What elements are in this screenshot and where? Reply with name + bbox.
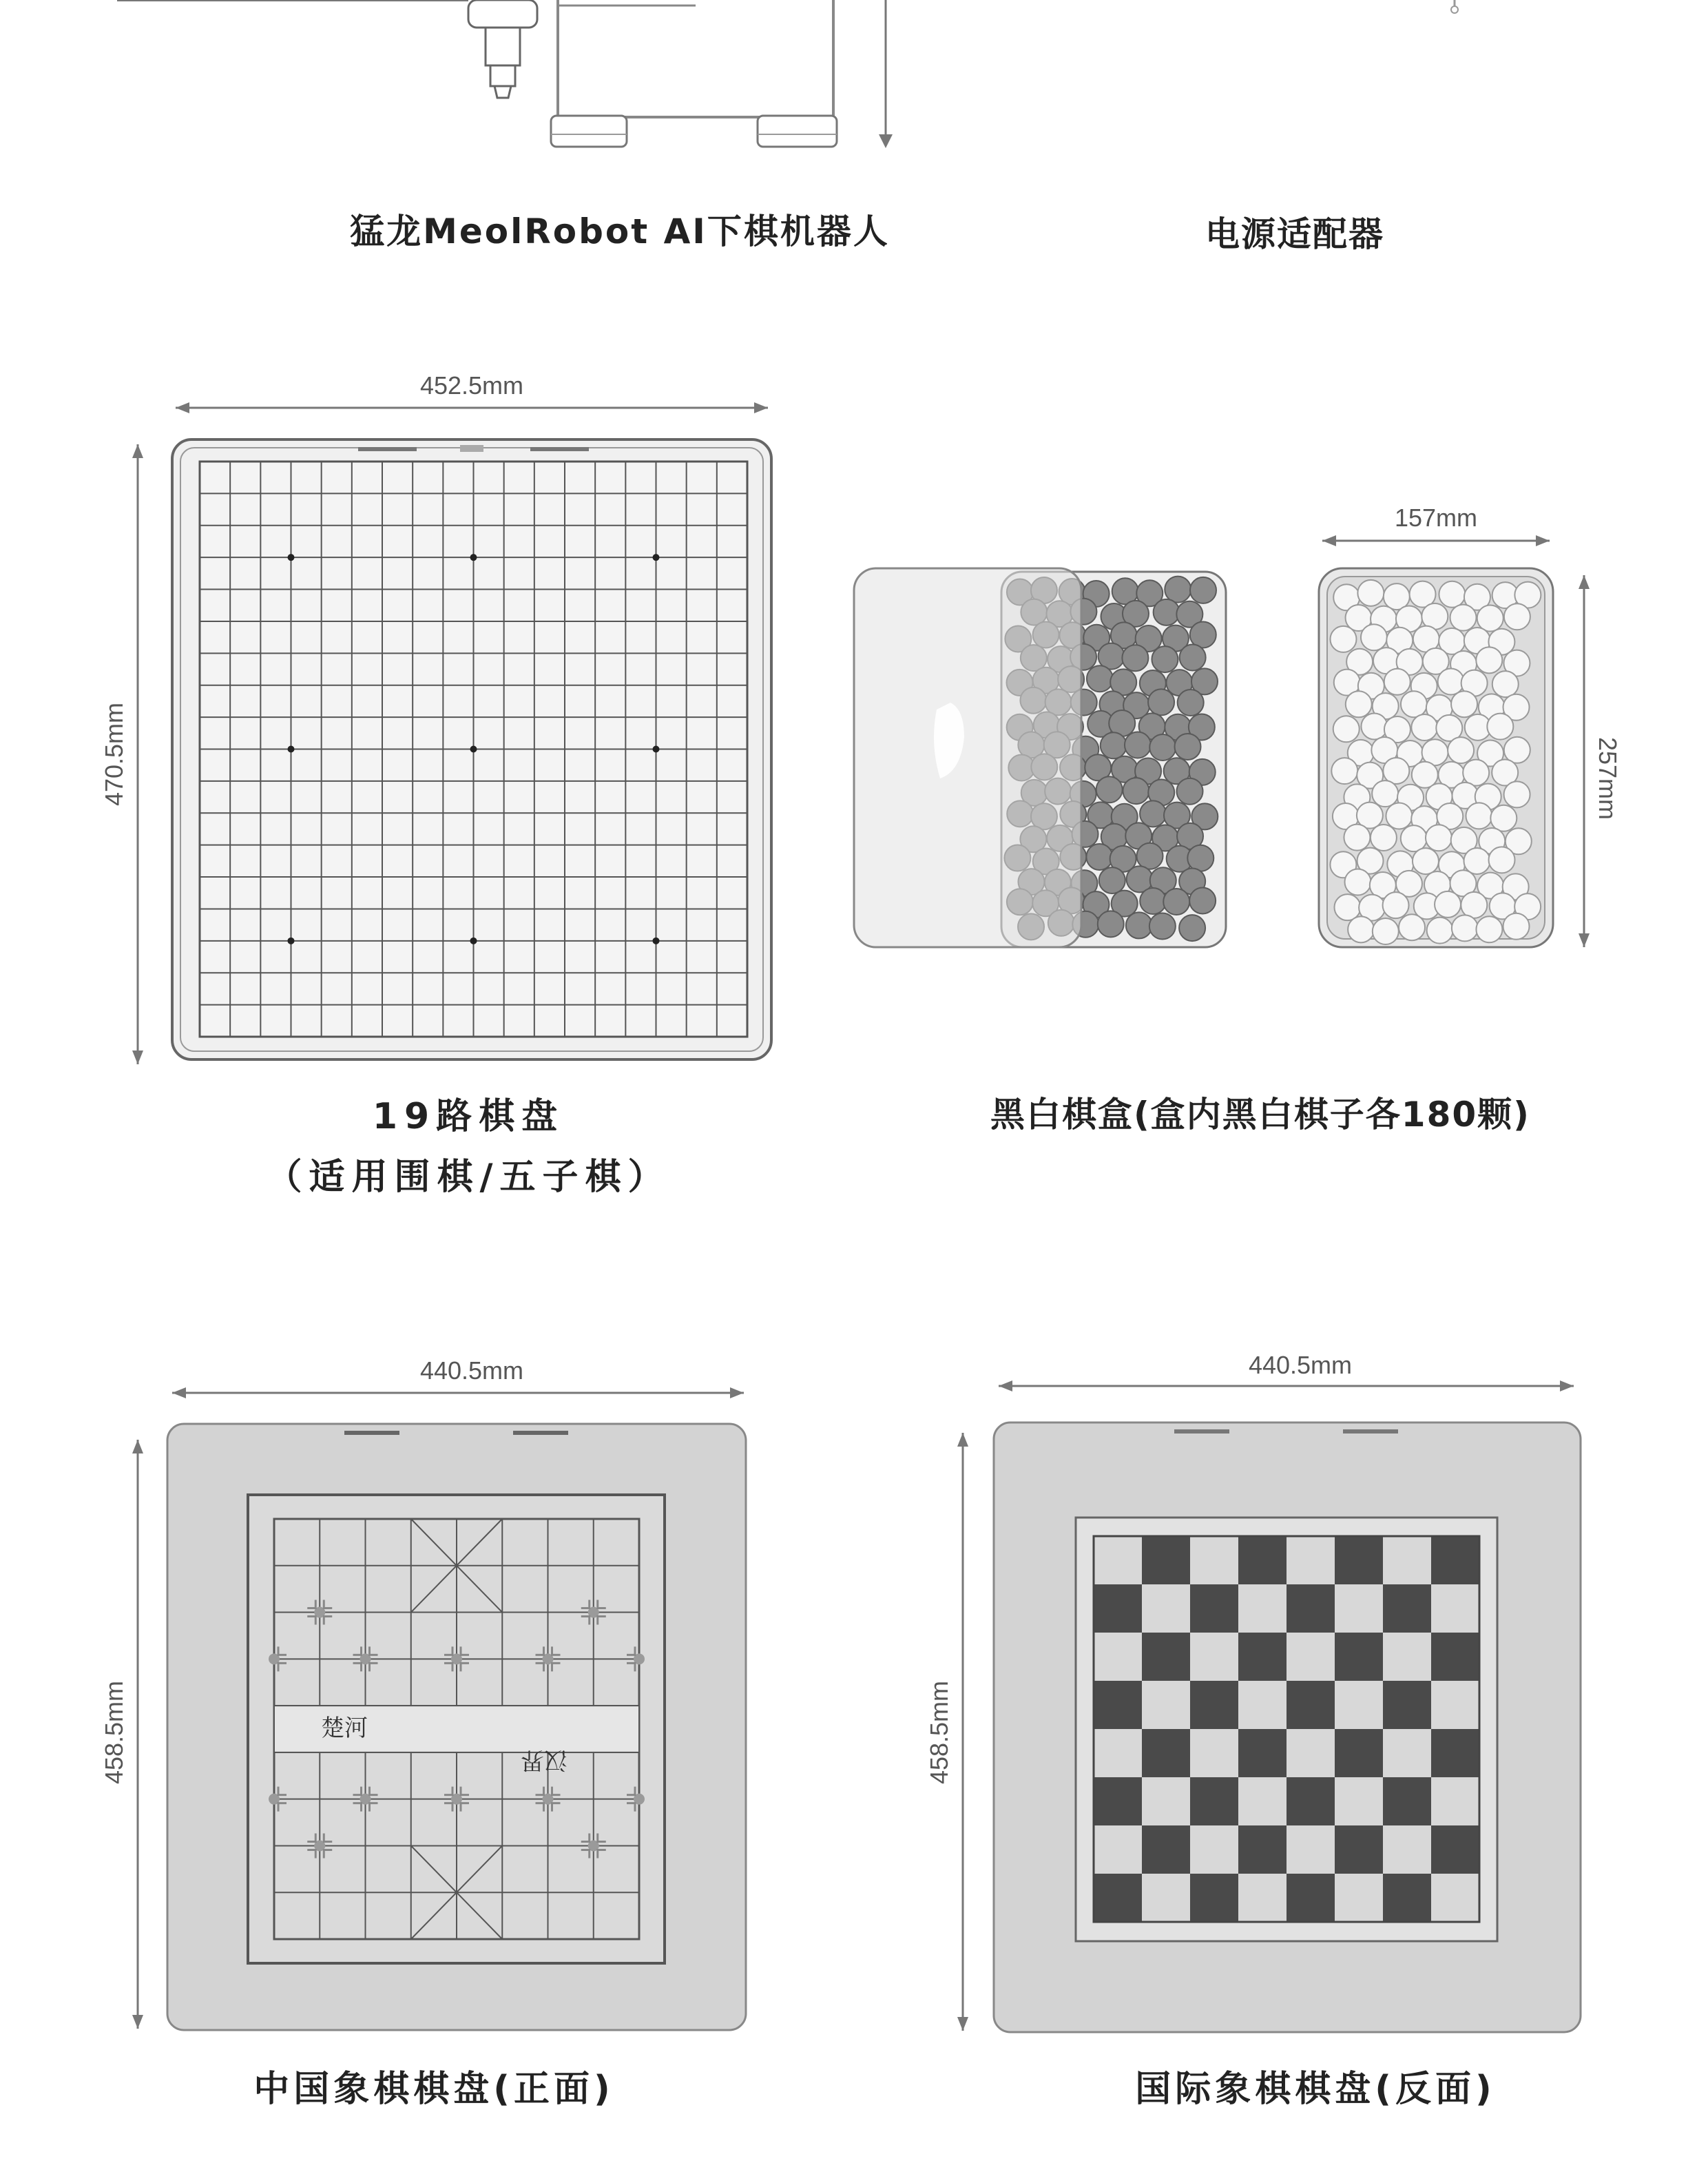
robot-drawing	[0, 0, 1708, 165]
chess-square	[1238, 1777, 1287, 1825]
chess-square	[1238, 1633, 1287, 1681]
go-grid	[200, 462, 747, 1037]
river-text-right: 汉界	[521, 1746, 567, 1774]
robot-caption: 猛龙MeolRobot AI下棋机器人	[350, 211, 890, 251]
chess-square	[1383, 1681, 1431, 1729]
chess-square	[1335, 1825, 1383, 1874]
river-text-left: 楚河	[321, 1715, 368, 1742]
chess-square	[1335, 1536, 1383, 1584]
chess-square	[1094, 1874, 1142, 1922]
chess-square	[1094, 1825, 1142, 1874]
chess-square	[1431, 1584, 1479, 1633]
chess-caption: 国际象棋棋盘(反面)	[1135, 2069, 1496, 2110]
chess-square	[1431, 1825, 1479, 1874]
box-height-label: 257mm	[1594, 736, 1622, 820]
chess-square	[1383, 1584, 1431, 1633]
chess-square	[1142, 1681, 1190, 1729]
chess-square	[1287, 1777, 1335, 1825]
chess-square	[1190, 1825, 1238, 1874]
chess-square	[1431, 1536, 1479, 1584]
chess-square	[1238, 1584, 1287, 1633]
go-height-label: 470.5mm	[100, 702, 128, 807]
chess-square	[1287, 1681, 1335, 1729]
xiangqi-width-label: 440.5mm	[419, 1356, 524, 1385]
xiangqi-height-label: 458.5mm	[100, 1680, 128, 1785]
chess-height-label: 458.5mm	[925, 1680, 953, 1785]
chess-squares	[1094, 1536, 1479, 1922]
stone-boxes-figure	[826, 482, 1653, 964]
chess-square	[1287, 1536, 1335, 1584]
chess-width-label: 440.5mm	[1248, 1351, 1353, 1379]
chess-square	[1142, 1777, 1190, 1825]
chess-square	[1431, 1777, 1479, 1825]
chess-square	[1094, 1633, 1142, 1681]
chess-square	[1142, 1536, 1190, 1584]
chess-square	[1383, 1825, 1431, 1874]
stone-boxes-caption: 黑白棋盒(盒内黑白棋子各180颗)	[990, 1095, 1531, 1135]
chess-square	[1431, 1681, 1479, 1729]
chess-square	[1335, 1681, 1383, 1729]
chess-square	[1335, 1874, 1383, 1922]
chess-square	[1238, 1874, 1287, 1922]
chess-square	[1383, 1633, 1431, 1681]
chess-square	[1190, 1729, 1238, 1777]
chess-square	[1287, 1584, 1335, 1633]
chess-board-figure	[826, 1343, 1653, 2067]
chess-square	[1094, 1777, 1142, 1825]
adapter-caption: 电源适配器	[1205, 214, 1384, 254]
chess-square	[1238, 1681, 1287, 1729]
chess-square	[1238, 1729, 1287, 1777]
chess-square	[1190, 1874, 1238, 1922]
white-stone-box	[1319, 568, 1553, 947]
go-board-caption-line2: （适用围棋/五子棋）	[266, 1157, 671, 1198]
go-board-figure	[0, 358, 826, 1088]
chess-square	[1094, 1584, 1142, 1633]
xiangqi-board-figure	[0, 1343, 826, 2067]
chess-square	[1190, 1777, 1238, 1825]
chess-square	[1287, 1874, 1335, 1922]
chess-square	[1142, 1874, 1190, 1922]
chess-square	[1142, 1729, 1190, 1777]
chess-square	[1431, 1729, 1479, 1777]
white-stones	[1330, 580, 1541, 944]
chess-square	[1383, 1729, 1431, 1777]
chess-square	[1383, 1777, 1431, 1825]
chess-square	[1335, 1777, 1383, 1825]
chess-square	[1094, 1536, 1142, 1584]
chess-square	[1335, 1584, 1383, 1633]
chess-square	[1190, 1633, 1238, 1681]
chess-square	[1335, 1633, 1383, 1681]
go-board-caption-line1: 19路棋盘	[372, 1096, 565, 1137]
chess-square	[1094, 1729, 1142, 1777]
chess-square	[1383, 1874, 1431, 1922]
chess-square	[1142, 1584, 1190, 1633]
chess-square	[1142, 1633, 1190, 1681]
chess-square	[1094, 1681, 1142, 1729]
chess-square	[1383, 1536, 1431, 1584]
box-width-label: 157mm	[1394, 504, 1478, 532]
chess-square	[1190, 1681, 1238, 1729]
chess-square	[1431, 1874, 1479, 1922]
chess-square	[1190, 1584, 1238, 1633]
chess-square	[1238, 1825, 1287, 1874]
chess-square	[1238, 1536, 1287, 1584]
chess-square	[1287, 1825, 1335, 1874]
xiangqi-caption: 中国象棋棋盘(正面)	[253, 2069, 614, 2110]
chess-square	[1335, 1729, 1383, 1777]
black-stone-box	[854, 568, 1226, 947]
chess-square	[1431, 1633, 1479, 1681]
chess-square	[1190, 1536, 1238, 1584]
chess-square	[1287, 1633, 1335, 1681]
chess-square	[1287, 1729, 1335, 1777]
go-width-label: 452.5mm	[419, 371, 524, 400]
chess-square	[1142, 1825, 1190, 1874]
